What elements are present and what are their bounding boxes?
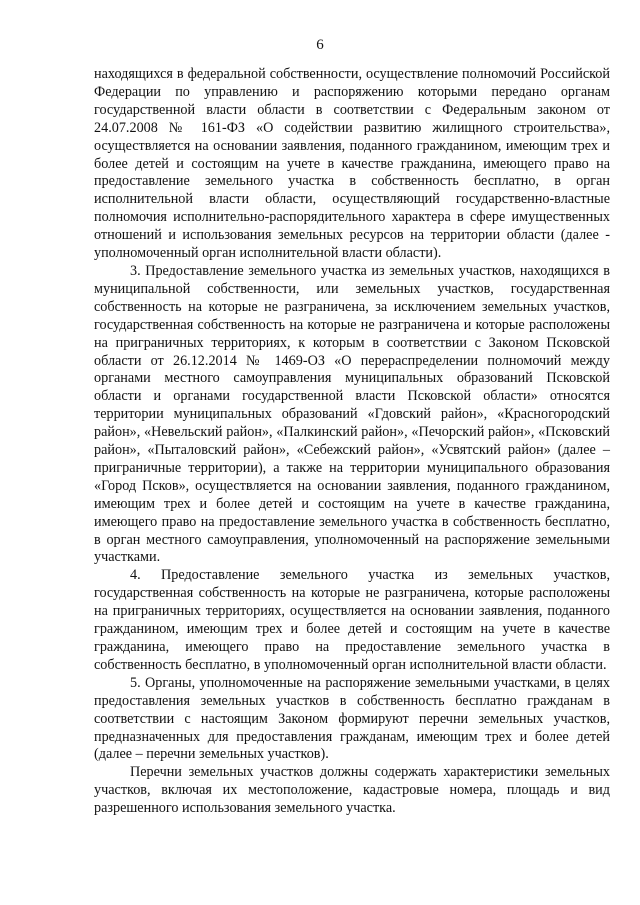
page-number: 6 [316, 37, 324, 53]
paragraph-item-5: 5. Органы, уполномоченные на распоряжение земельными участками, в целях предоставления земельных участков в собственность бесплатно гражданам в соответствии с настоящим Законом формируют перечни земельных участков, предназначенных для предоставления гражданам, имеющим трех и более детей (далее – перечни земельных участков). [94, 674, 610, 763]
paragraph-item-3: 3. Предоставление земельного участка из земельных участков, находящихся в муниципальной собственности, или земельных участков, государственная собственность на которые не разграничена, за исключением земельных участков, государственная собственность на которые не разграничена и которые расположены на приграничных территориях, к которым в соответствии с Законом Псковской области от 26.12.2014 № 1469-ОЗ «О перераспределении полномочий между органами местного самоуправления муниципальных образований Псковской области и органами государственной власти Псковской области» относятся территории муниципальных образований «Гдовский район», «Красногородский район», «Невельский район», «Палкинский район», «Печорский район», «Псковский район», «Пыталовский район», «Себежский район», «Усвятский район» (далее – приграничные территории), а также на территории муниципального образования «Город Псков», осуществляется на основании заявления, поданного гражданином, имеющим трех и более детей и состоящим на учете в качестве гражданина, имеющего право на предоставление земельного участка в собственность бесплатно, в орган местного самоуправления, уполномоченный на распоряжение земельными участками. [94, 262, 610, 566]
paragraph-lists-requirements: Перечни земельных участков должны содержать характеристики земельных участков, включая их местоположение, кадастровые номера, площадь и вид разрешенного использования земельного участка. [94, 764, 610, 817]
paragraph-continuation: находящихся в федеральной собственности, осуществление полномочий Российской Федерации по управлению и распоряжению которыми передано органам государственной власти области в соответствии с Федеральным законом от 24.07.2008 № 161-ФЗ «О содействии развитию жилищного строительства», осуществляется на основании заявления, поданного гражданином, имеющим трех и более детей и состоящим на учете в качестве гражданина, имеющего право на предоставление земельного участка в собственность бесплатно, в орган исполнительной власти области, осуществляющий государственно-властные полномочия исполнительно-распорядительного характера в сфере имущественных отношений и использования земельных ресурсов на территории области (далее - уполномоченный орган исполнительной власти области). [94, 66, 610, 262]
document-body [94, 66, 610, 818]
paragraph-item-4: 4. Предоставление земельного участка из земельных участков, государственная собственность на которые не разграничена, которые расположены на приграничных территориях, осуществляется на основании заявления, поданного гражданином, имеющим трех и более детей и состоящим на учете в качестве гражданина, имеющего право на предоставление земельного участка в собственность бесплатно, в уполномоченный орган исполнительной власти области. [94, 567, 610, 673]
